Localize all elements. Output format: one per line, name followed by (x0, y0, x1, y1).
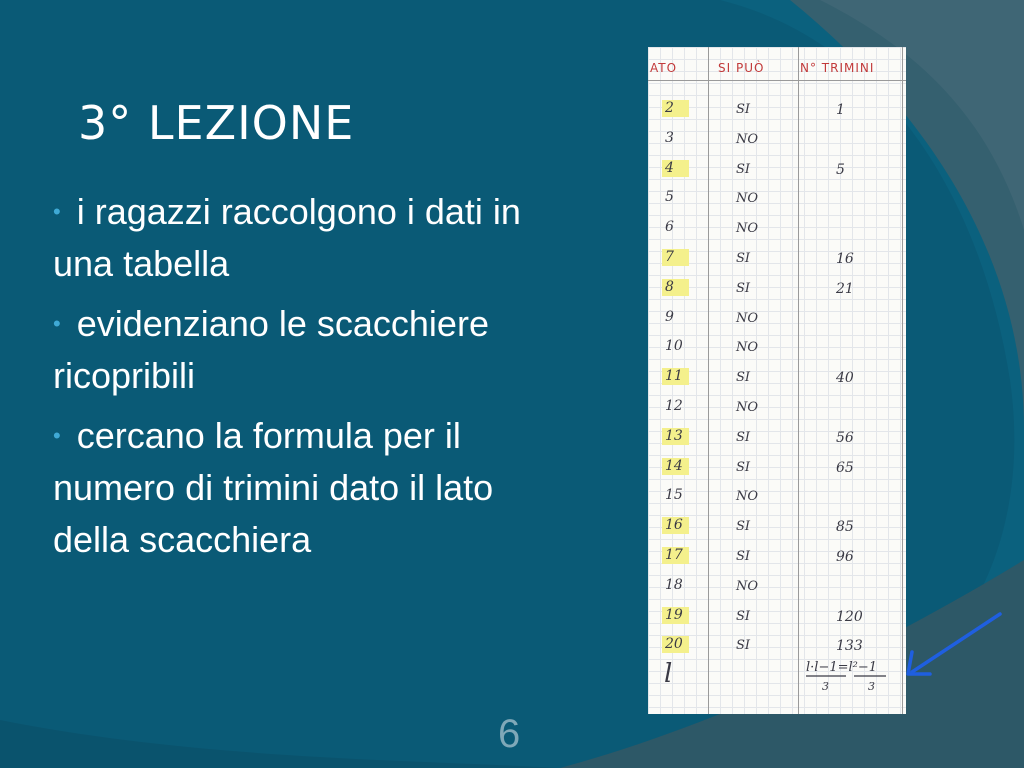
svg-text:l·l−1=l²−1: l·l−1=l²−1 (806, 660, 878, 675)
table-last-row-label: l (664, 659, 673, 689)
table-cell-si-puo: NO (736, 191, 759, 207)
table-cell-si-puo: SI (736, 608, 751, 624)
table-cell-lato: 6 (665, 219, 674, 236)
table-cell-lato: 10 (665, 338, 683, 355)
table-cell-lato: 11 (662, 368, 689, 385)
table-cell-si-puo: NO (736, 221, 759, 237)
table-cell-si-puo: NO (736, 578, 759, 594)
table-cell-si-puo: SI (736, 251, 751, 266)
table-cell-lato: 8 (662, 279, 689, 296)
bullet-item (53, 298, 553, 402)
slide-title: 3° LEZIONE (78, 96, 355, 150)
arrow-icon (900, 606, 1010, 682)
table-cell-si-puo: SI (736, 638, 751, 654)
table-cell-trimini: 65 (836, 459, 854, 476)
table-cell-trimini: 21 (836, 280, 854, 297)
table-cell-trimini: 96 (836, 549, 854, 565)
formula-handwritten (806, 657, 898, 697)
table-cell-trimini: 40 (836, 370, 854, 387)
table-cell-si-puo: SI (736, 519, 751, 535)
table-header-trimini: N° TRIMINI (800, 61, 875, 75)
table-divider (708, 47, 709, 714)
table-cell-lato: 20 (662, 636, 689, 653)
table-cell-lato: 16 (662, 517, 689, 534)
bullet-dot-icon: • (53, 311, 61, 336)
handwritten-table-image (648, 47, 906, 714)
table-cell-lato: 9 (665, 308, 674, 325)
table-cell-si-puo: NO (736, 400, 759, 415)
table-cell-lato: 15 (665, 487, 683, 504)
table-cell-trimini: 56 (836, 429, 854, 446)
table-cell-lato: 18 (665, 576, 683, 593)
table-cell-si-puo: NO (736, 310, 759, 326)
table-header-si-puo: SI PUÒ (718, 61, 765, 75)
table-cell-lato: 19 (662, 607, 689, 624)
bullet-list (53, 186, 553, 574)
bullet-text: i ragazzi raccolgono i dati in una tabella (53, 191, 521, 284)
table-cell-lato: 14 (662, 458, 689, 475)
svg-text:3: 3 (868, 680, 875, 693)
bullet-dot-icon: • (53, 199, 61, 224)
table-cell-trimini: 85 (836, 519, 854, 536)
table-cell-si-puo: SI (736, 459, 751, 475)
table-cell-trimini: 16 (836, 251, 854, 267)
table-cell-si-puo: SI (736, 549, 751, 564)
table-cell-trimini: 133 (836, 638, 863, 655)
bullet-dot-icon: • (53, 423, 61, 448)
table-cell-si-puo: NO (736, 131, 759, 147)
table-cell-trimini: 1 (836, 102, 845, 118)
table-cell-si-puo: NO (736, 340, 759, 356)
table-cell-lato: 17 (662, 547, 689, 564)
table-cell-lato: 5 (665, 189, 674, 206)
table-cell-trimini: 5 (836, 161, 845, 178)
table-cell-si-puo: NO (736, 489, 759, 505)
bullet-item (53, 410, 553, 566)
table-cell-lato: 2 (662, 100, 689, 117)
table-cell-si-puo: SI (736, 161, 751, 177)
bullet-text: cercano la formula per il numero di trimini dato il lato della scacchiera (53, 415, 494, 560)
table-cell-si-puo: SI (736, 429, 751, 445)
table-cell-lato: 4 (662, 160, 689, 177)
table-cell-si-puo: SI (736, 280, 751, 296)
table-header-divider (648, 80, 906, 81)
table-cell-si-puo: SI (736, 370, 751, 386)
bullet-item (53, 186, 553, 290)
table-divider (798, 47, 799, 714)
bullet-text: evidenziano le scacchiere ricopribili (53, 303, 489, 396)
table-cell-si-puo: SI (736, 102, 751, 117)
table-cell-trimini: 120 (836, 608, 863, 625)
svg-text:3: 3 (822, 680, 829, 693)
table-header-lato: ATO (650, 61, 678, 75)
table-cell-lato: 3 (665, 129, 674, 146)
table-cell-lato: 7 (662, 249, 689, 266)
table-cell-lato: 13 (662, 428, 689, 445)
page-number: 6 (498, 712, 521, 756)
table-cell-lato: 12 (665, 398, 683, 414)
